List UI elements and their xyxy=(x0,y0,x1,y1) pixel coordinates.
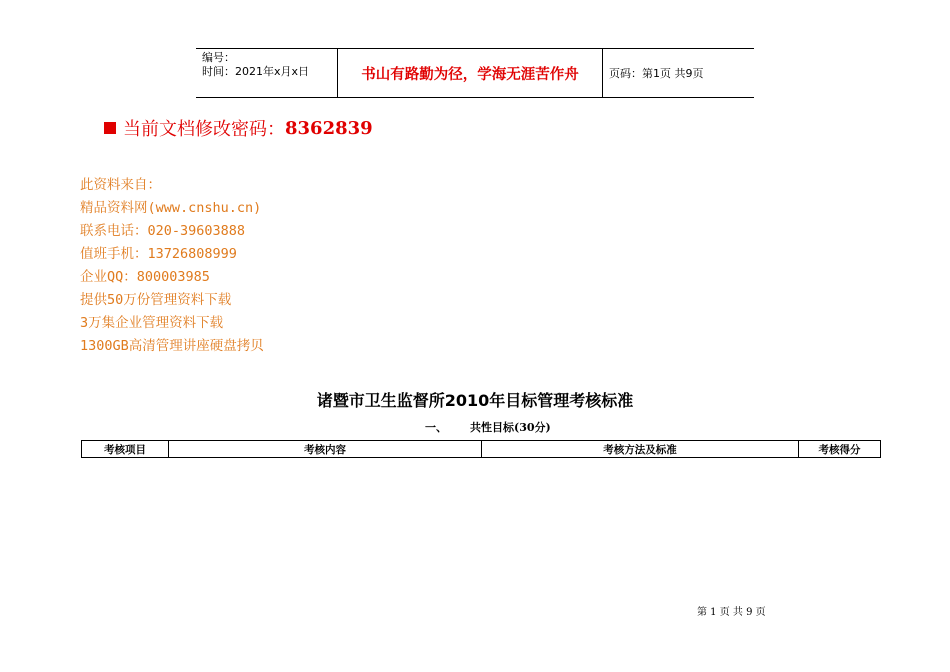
number-label: 编号： xyxy=(202,51,235,64)
password-line xyxy=(104,115,373,141)
score-table-header xyxy=(81,440,881,458)
password-label: 当前文档修改密码： xyxy=(123,119,285,140)
info-line-offer-1: 提供50万份管理资料下载 xyxy=(80,292,232,308)
header-motto: 书山有路勤为径，学海无涯苦作舟 xyxy=(338,49,603,97)
info-line-mobile: 值班手机：13726808999 xyxy=(80,246,237,262)
column-header-method: 考核方法及标准 xyxy=(482,441,799,457)
password-value: 8362839 xyxy=(285,117,373,139)
info-line-website: 精品资料网(www.cnshu.cn) xyxy=(80,200,262,216)
document-title: 诸暨市卫生监督所2010年目标管理考核标准 xyxy=(316,391,634,410)
header-page-label: 页码：第1页 共9页 xyxy=(609,67,704,80)
section-title: 共性目标(30分) xyxy=(470,421,551,434)
page-footer: 第 1 页 共 9 页 xyxy=(697,607,766,618)
column-header-item: 考核项目 xyxy=(82,441,169,457)
info-line-phone: 联系电话：020-39603888 xyxy=(80,223,246,239)
source-info-block xyxy=(80,174,264,358)
section-number: 一、 xyxy=(425,421,447,434)
header-table xyxy=(196,48,754,98)
column-header-content: 考核内容 xyxy=(169,441,482,457)
column-header-score: 考核得分 xyxy=(818,443,861,456)
info-line-offer-3: 1300GB高清管理讲座硬盘拷贝 xyxy=(80,338,264,354)
time-label: 时间：2021年x月x日 xyxy=(202,65,310,78)
header-meta-cell xyxy=(196,49,338,97)
section-heading xyxy=(425,419,551,435)
info-line-offer-2: 3万集企业管理资料下载 xyxy=(80,315,224,331)
info-line-source: 此资料来自： xyxy=(80,177,161,193)
info-line-qq: 企业QQ：800003985 xyxy=(80,269,210,285)
square-bullet-icon xyxy=(104,122,116,134)
